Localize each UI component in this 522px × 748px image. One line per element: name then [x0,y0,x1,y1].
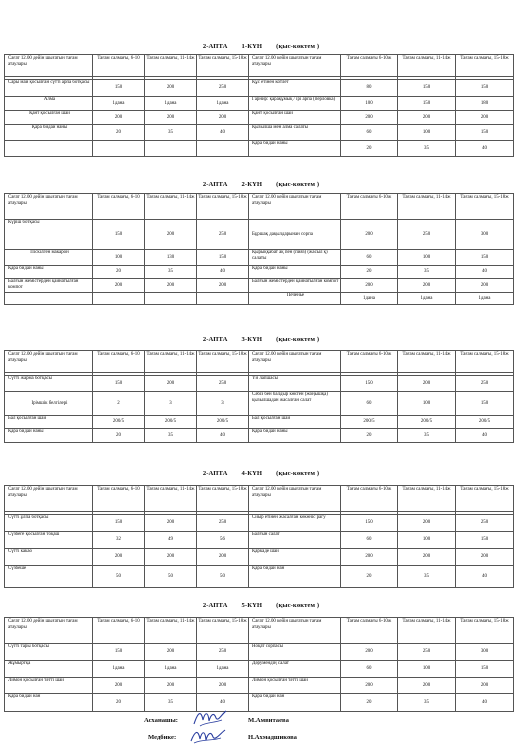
weight-cell: 200 [341,644,398,661]
day-title [0,470,522,477]
week-label: 2-АПТА [202,43,228,50]
weight-cell: 1дана [197,661,249,678]
weight-cell: 200 [93,279,145,293]
afternoon-dish: Печенье [249,293,341,305]
afternoon-dish: Қызылша мен алма салаты [249,125,341,141]
weight-cell: 100 [341,97,398,111]
cook-name: М.Амвитаева [248,717,289,724]
weight-header-6-10: Тағам салмағы, 6-10 [93,486,145,512]
day-label: 2-КҮН [241,181,263,188]
morning-header: Сағат 12.00 дейін шығатын тағам атаулары [5,618,93,644]
weight-cell: 150 [93,644,145,661]
table-row [5,125,514,141]
table-row [5,111,514,125]
season-label: (қыс-көктем ) [276,336,320,343]
weight-cell: 150 [93,376,145,392]
weight-cell: 130 [145,250,197,266]
weight-cell: 200/5 [456,416,514,429]
weight-cell: 200 [398,279,456,293]
morning-dish: Жұмыртқа [5,661,93,678]
table-header-row [5,55,514,77]
season-label: (қыс-көктем ) [276,470,320,477]
weight-header-6-10: Тағам салмағы 6-10ж [341,55,398,77]
weight-cell: 20 [341,694,398,712]
menu-table-day-5 [4,617,514,712]
weight-cell: 3 [145,392,197,416]
table-row [5,80,514,97]
weight-cell: 35 [398,429,456,443]
weight-cell: 80 [341,80,398,97]
weight-cell: 300 [456,644,514,661]
weight-cell: 150 [456,250,514,266]
weight-cell: 40 [197,266,249,279]
weight-cell: 200 [93,678,145,694]
afternoon-dish: Гарнир: қарақұмық / ірі арпа (перловка) [249,97,341,111]
weight-cell: 40 [456,141,514,157]
afternoon-dish: Ноқат сорпасы [249,644,341,661]
weight-header-6-10: Тағам салмағы, 6-10 [93,194,145,220]
weight-cell: 200 [398,678,456,694]
afternoon-dish: Дәрумендің салат [249,661,341,678]
weight-cell: 100 [398,532,456,549]
afternoon-dish: Қара бидай наны [249,141,341,157]
morning-dish: Лимон қосылған тәтті шай [5,678,93,694]
weight-cell: 60 [341,125,398,141]
afternoon-dish: Сәбіз бен балдыр көктен (жоңышқа) қызылшадан жасалған салат [249,392,341,416]
day-label: 4-КҮН [241,470,263,477]
morning-dish: Қант қосылған шай [5,111,93,125]
weight-cell: 150 [341,376,398,392]
table-row [5,416,514,429]
table-row [5,392,514,416]
table-row [5,293,514,305]
weight-cell: 60 [341,250,398,266]
weight-header-15-18: Тағам салмағы, 15-18ж [456,194,514,220]
weight-cell: 20 [93,694,145,712]
weight-cell: 200 [145,678,197,694]
weight-header-6-10: Тағам салмағы 6-10ж [341,486,398,512]
table-header-row [5,486,514,512]
table-row [5,220,514,250]
weight-header-11-14: Тағам салмағы, 11-14ж [398,486,456,512]
weight-header-6-10: Тағам салмағы 6-10ж [341,351,398,373]
table-row [5,429,514,443]
morning-header: Сағат 12.00 дейін шығатын тағам атаулары [5,486,93,512]
table-row [5,279,514,293]
weight-header-15-18: Тағам салмағы, 15-18ж [197,194,249,220]
afternoon-dish: Балғын жемістерден қайнатылған компот [249,279,341,293]
weight-cell: 40 [456,429,514,443]
morning-dish: Піскілген макарон [5,250,93,266]
weight-cell: 250 [398,644,456,661]
table-header-row [5,351,514,373]
weight-header-11-14: Тағам салмағы, 11-14ж [398,55,456,77]
weight-cell: 200 [398,111,456,125]
morning-dish: Сары май қосылған сүтті арпа ботқасы [5,80,93,97]
weight-cell: 200 [456,279,514,293]
weight-cell: 250 [197,515,249,532]
weight-header-11-14: Тағам салмағы, 11-14ж [145,351,197,373]
weight-cell: 40 [197,125,249,141]
weight-cell: 250 [197,80,249,97]
weight-cell: 200 [145,376,197,392]
weight-cell: 200 [145,644,197,661]
morning-header: Сағат 12.00 дейін шығатын тағам атаулары [5,351,93,373]
weight-cell: 35 [145,125,197,141]
afternoon-header: Сағат 12.00 кейін шығатын тағам атаулары [249,486,341,512]
table-row [5,644,514,661]
weight-cell: 200 [197,549,249,566]
afternoon-dish: Үй лапшасы [249,376,341,392]
morning-dish: Сүтті жарма ботқасы [5,376,93,392]
weight-cell: 200/5 [145,416,197,429]
weight-cell: 200 [145,279,197,293]
weight-cell: 20 [341,429,398,443]
weight-cell: 32 [93,532,145,549]
weight-header-15-18: Тағам салмағы, 15-18ж [456,55,514,77]
weight-cell: 200 [398,376,456,392]
afternoon-dish: Қара бидай наны [249,266,341,279]
table-row [5,266,514,279]
weight-cell: 150 [93,80,145,97]
weight-cell: 35 [398,694,456,712]
morning-dish: Сүзбеше [5,566,93,588]
weight-cell: 100 [398,392,456,416]
afternoon-dish: Қырыққабат ақ пен (пияз) (жасыл қ) салаты [249,250,341,266]
table-row [5,250,514,266]
afternoon-header: Сағат 12.00 кейін шығатын тағам атаулары [249,194,341,220]
morning-dish: Сүтті какао [5,549,93,566]
morning-dish: Сүтті ұлпа ботқасы [5,515,93,532]
weight-cell [145,141,197,157]
table-row [5,97,514,111]
day-label: 1-КҮН [241,43,263,50]
table-row [5,566,514,588]
afternoon-dish: Балғын салат [249,532,341,549]
morning-dish: Сүзбеге қосылған тоқаш [5,532,93,549]
weight-cell: 200 [197,279,249,293]
table-row [5,141,514,157]
table-row [5,376,514,392]
weight-cell: 60 [341,392,398,416]
weight-cell: 200 [456,111,514,125]
weight-header-11-14: Тағам салмағы, 11-14ж [145,618,197,644]
weight-cell: 2 [93,392,145,416]
weight-header-11-14: Тағам салмағы, 11-14ж [398,194,456,220]
weight-cell: 35 [145,266,197,279]
afternoon-dish: Қант қосылған шай [249,111,341,125]
weight-header-6-10: Тағам салмағы, 6-10 [93,351,145,373]
weight-cell: 250 [456,515,514,532]
table-row [5,694,514,712]
afternoon-dish: Лимон қосылған тәтті шай [249,678,341,694]
weight-cell: 150 [398,80,456,97]
weight-cell [197,293,249,305]
table-row [5,532,514,549]
weight-cell: 200 [341,111,398,125]
weight-cell: 1дана [341,293,398,305]
weight-cell: 200 [145,80,197,97]
morning-dish: Күріш ботқасы [5,220,93,250]
weight-cell: 50 [197,566,249,588]
weight-cell: 49 [145,532,197,549]
weight-cell [145,293,197,305]
afternoon-dish: Қаркаде шай [249,549,341,566]
afternoon-dish: Құс етінен котлет [249,80,341,97]
weight-header-6-10: Тағам салмағы, 6-10 [93,618,145,644]
day-label: 5-КҮН [241,602,263,609]
table-row [5,549,514,566]
afternoon-header: Сағат 12.00 кейін шығатын тағам атаулары [249,55,341,77]
afternoon-dish: Сиыр етінен жасалған көкөніс рагу [249,515,341,532]
weight-header-15-18: Тағам салмағы, 15-18ж [197,618,249,644]
menu-table-day-1 [4,54,514,157]
weight-cell: 20 [93,429,145,443]
nurse-name: Н.Ахмадшикова [248,734,297,741]
weight-cell: 100 [398,250,456,266]
weight-cell: 200 [456,678,514,694]
weight-cell: 250 [197,220,249,250]
weight-header-11-14: Тағам салмағы, 11-14ж [145,194,197,220]
morning-header: Сағат 12.00 дейін шығатын тағам атаулары [5,194,93,220]
morning-dish: Қара бидай наны [5,429,93,443]
morning-dish: Балғын жемістерден қайнатылған компот [5,279,93,293]
weight-cell: 1дана [93,661,145,678]
weight-cell: 1дана [145,661,197,678]
day-title [0,602,522,609]
weight-header-6-10: Тағам салмағы 6-10ж [341,618,398,644]
weight-cell: 3 [197,392,249,416]
weight-cell: 150 [456,80,514,97]
weight-cell: 40 [456,566,514,588]
weight-cell: 200/5 [197,416,249,429]
weight-cell: 100 [398,125,456,141]
weight-cell [93,141,145,157]
morning-dish: Алма [5,97,93,111]
week-label: 2-АПТА [202,181,228,188]
weight-cell: 35 [145,429,197,443]
weight-cell: 1дана [456,293,514,305]
morning-dish [5,293,93,305]
morning-dish: Ірімшік белгілері [5,392,93,416]
weight-cell: 200 [341,678,398,694]
weight-cell: 35 [145,694,197,712]
nurse-label: Медбике: [148,734,177,741]
weight-cell: 60 [341,532,398,549]
weight-header-15-18: Тағам салмағы, 15-18ж [456,486,514,512]
menu-table-day-4 [4,485,514,588]
weight-cell: 200 [398,515,456,532]
season-label: (қыс-көктем ) [276,602,320,609]
weight-cell [93,293,145,305]
weight-cell: 300 [456,220,514,250]
weight-cell: 200/5 [398,416,456,429]
weight-cell: 150 [93,220,145,250]
weight-cell: 20 [341,566,398,588]
weight-cell: 1дана [93,97,145,111]
weight-cell: 35 [398,266,456,279]
weight-cell: 150 [197,250,249,266]
weight-cell: 200 [398,549,456,566]
weight-cell: 250 [197,376,249,392]
week-label: 2-АПТА [202,602,228,609]
weight-cell: 20 [341,141,398,157]
weight-cell: 250 [197,644,249,661]
afternoon-header: Сағат 12.00 кейін шығатын тағам атаулары [249,618,341,644]
weight-cell: 1дана [398,293,456,305]
morning-header: Сағат 12.00 дейін шығатын тағам атаулары [5,55,93,77]
afternoon-dish: Бұршақ дақылдарынан сорпа [249,220,341,250]
weight-cell: 50 [93,566,145,588]
weight-cell: 200 [197,678,249,694]
weight-cell: 200 [341,220,398,250]
weight-cell: 40 [456,694,514,712]
weight-cell: 150 [456,661,514,678]
weight-cell: 150 [398,97,456,111]
weight-header-11-14: Тағам салмағы, 11-14ж [145,55,197,77]
weight-cell: 50 [145,566,197,588]
weight-cell: 200 [341,549,398,566]
weight-header-11-14: Тағам салмағы, 11-14ж [398,618,456,644]
weight-header-15-18: Тағам салмағы, 15-18ж [197,486,249,512]
afternoon-dish: Қара бидай наны [249,429,341,443]
weight-cell: 40 [456,266,514,279]
day-title [0,336,522,343]
weight-cell: 35 [398,566,456,588]
weight-cell: 200 [456,549,514,566]
weight-header-15-18: Тағам салмағы, 15-18ж [456,351,514,373]
weight-cell: 200 [93,111,145,125]
weight-cell: 200 [93,549,145,566]
weight-cell: 100 [398,661,456,678]
weight-cell: 200 [197,111,249,125]
weight-cell: 20 [341,266,398,279]
weight-cell: 150 [93,515,145,532]
afternoon-dish: Қара бидай нан [249,566,341,588]
morning-dish: Қара бидай нан [5,694,93,712]
table-row [5,661,514,678]
morning-dish: Бал қосылған шай [5,416,93,429]
week-label: 2-АПТА [202,336,228,343]
cook-signature [192,708,232,728]
week-label: 2-АПТА [202,470,228,477]
day-title [0,43,522,50]
weight-header-6-10: Тағам салмағы, 6-10 [93,55,145,77]
morning-dish: Қара бидай наны [5,125,93,141]
weight-cell: 35 [398,141,456,157]
morning-dish: Сүтті тары ботқасы [5,644,93,661]
weight-cell: 150 [341,515,398,532]
weight-header-6-10: Тағам салмағы 6-10ж [341,194,398,220]
weight-cell: 200 [341,279,398,293]
cook-label: Асханашы: [144,717,178,724]
weight-cell: 200 [145,515,197,532]
afternoon-header: Сағат 12.00 кейін шығатын тағам атаулары [249,351,341,373]
weight-cell: 250 [398,220,456,250]
weight-cell: 150 [456,392,514,416]
day-label: 3-КҮН [241,336,263,343]
day-title [0,181,522,188]
afternoon-dish: Бал қосылған шай [249,416,341,429]
weight-cell: 40 [197,694,249,712]
weight-cell: 20 [93,125,145,141]
weight-header-15-18: Тағам салмағы, 15-18ж [456,618,514,644]
weight-cell: 200 [145,220,197,250]
morning-dish: Қара бидай наны [5,266,93,279]
weight-cell: 150 [456,532,514,549]
menu-table-day-3 [4,350,514,443]
weight-cell: 60 [341,661,398,678]
weight-cell: 56 [197,532,249,549]
weight-cell: 200 [145,111,197,125]
morning-dish [5,141,93,157]
weight-cell: 1дана [145,97,197,111]
table-header-row [5,194,514,220]
weight-cell: 150 [456,125,514,141]
weight-cell: 250 [456,376,514,392]
table-header-row [5,618,514,644]
weight-cell: 1дана [197,97,249,111]
weight-cell: 100 [93,250,145,266]
menu-table-day-2 [4,193,514,305]
table-row [5,515,514,532]
afternoon-dish: Қара бидай нан [249,694,341,712]
season-label: (қыс-көктем ) [276,181,320,188]
weight-header-15-18: Тағам салмағы, 15-18ж [197,55,249,77]
weight-cell: 200/5 [341,416,398,429]
weight-cell: 200 [145,549,197,566]
table-row [5,678,514,694]
weight-cell: 40 [197,429,249,443]
season-label: (қыс-көктем ) [276,43,320,50]
weight-cell [197,141,249,157]
weight-header-15-18: Тағам салмағы, 15-18ж [197,351,249,373]
weight-cell: 180 [456,97,514,111]
weight-cell: 200/5 [93,416,145,429]
nurse-signature [188,726,228,746]
weight-header-11-14: Тағам салмағы, 11-14ж [398,351,456,373]
weight-header-11-14: Тағам салмағы, 11-14ж [145,486,197,512]
weight-cell: 20 [93,266,145,279]
